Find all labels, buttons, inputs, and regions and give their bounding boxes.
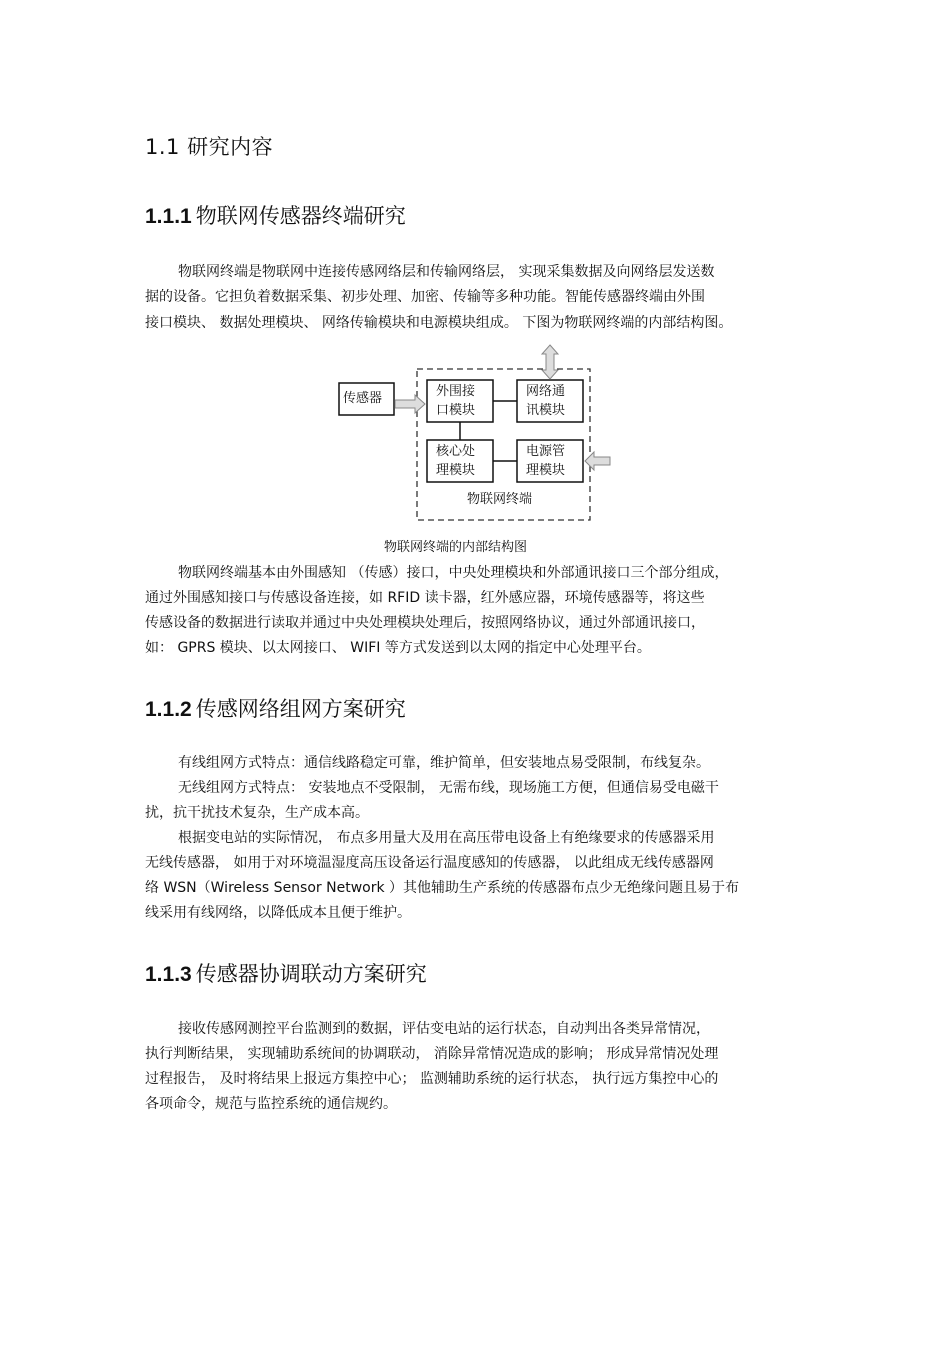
terminal-label: 物联网终端: [467, 492, 533, 507]
power-input-arrow-icon: [585, 452, 610, 470]
core-label-line: 理模块: [436, 463, 476, 478]
paragraph-line: 接口模块、 数据处理模块、 网络传输模块和电源模块组成。 下图为物联网终端的内部结构图。: [145, 315, 733, 331]
sensor-arrow-icon: [395, 395, 425, 413]
section-number: 1.1.2: [145, 698, 192, 721]
network-label-line: 网络通: [526, 384, 566, 399]
paragraph-line: 如： GPRS 模块、以太网接口、 WIFI 等方式发送到以太网的指定中心处理平台。: [145, 640, 651, 656]
section-heading-1-1-3: [145, 958, 427, 988]
paragraph-line: 无线组网方式特点： 安装地点不受限制， 无需布线，现场施工方便，但通信易受电磁干: [178, 780, 719, 796]
section-heading-1-1-2: [145, 693, 406, 723]
paragraph-line: 过程报告， 及时将结果上报远方集控中心； 监测辅助系统的运行状态， 执行远方集控中心的: [145, 1071, 719, 1087]
paragraph-line: 根据变电站的实际情况， 布点多用量大及用在高压带电设备上有绝缘要求的传感器采用: [178, 830, 715, 846]
network-label-line: 讯模块: [526, 403, 566, 418]
section-heading-1-1: 1.1 研究内容: [145, 135, 274, 159]
section-number: 1.1.1: [145, 205, 192, 228]
peripheral-label-line: 口模块: [436, 403, 476, 418]
paragraph-line: 无线传感器， 如用于对环境温湿度高压设备运行温度感知的传感器， 以此组成无线传感器网: [145, 855, 714, 871]
core-label-line: 核心处: [436, 444, 476, 459]
section-title: 物联网传感器终端研究: [195, 204, 406, 228]
paragraph-line: 接收传感网测控平台监测到的数据，评估变电站的运行状态，自动判出各类异常情况，: [178, 1021, 710, 1037]
paragraph-line: 扰，抗干扰技术复杂，生产成本高。: [145, 805, 369, 821]
paragraph-line: 物联网终端基本由外围感知 （传感）接口，中央处理模块和外部通讯接口三个部分组成，: [178, 565, 729, 581]
paragraph-line: 线采用有线网络，以降低成本且便于维护。: [145, 905, 411, 921]
paragraph-line: 通过外围感知接口与传感设备连接，如 RFID 读卡器，红外感应器，环境传感器等，将这些: [145, 590, 705, 606]
section-number: 1.1.3: [145, 963, 192, 986]
sensor-label: 传感器: [343, 391, 383, 406]
figure-caption: 物联网终端的内部结构图: [384, 540, 528, 555]
peripheral-label-line: 外围接: [436, 384, 476, 399]
double-arrow-icon: [542, 345, 558, 379]
paragraph-line: 据的设备。它担负着数据采集、初步处理、加密、传输等多种功能。智能传感器终端由外围: [145, 289, 705, 305]
paragraph-line: 传感设备的数据进行读取并通过中央处理模块处理后，按照网络协议，通过外部通讯接口，: [145, 615, 705, 631]
paragraph-line: 络 WSN（Wireless Sensor Network ）其他辅助生产系统的传感器布点少无绝缘问题且易于布: [145, 880, 740, 896]
paragraph-line: 有线组网方式特点：通信线路稳定可靠，维护简单，但安装地点易受限制，布线复杂。: [178, 755, 710, 771]
paragraph-line: 各项命令，规范与监控系统的通信规约。: [145, 1096, 397, 1112]
section-heading-1-1-1: [145, 200, 406, 230]
section-title: 传感网络组网方案研究: [195, 697, 406, 721]
power-label-line: 理模块: [526, 463, 566, 478]
section-title: 传感器协调联动方案研究: [195, 962, 427, 986]
power-label-line: 电源管: [526, 444, 566, 459]
paragraph-line: 执行判断结果， 实现辅助系统间的协调联动， 消除异常情况造成的影响； 形成异常情况处理: [145, 1046, 719, 1062]
terminal-structure-diagram: [335, 343, 625, 528]
paragraph-line: 物联网终端是物联网中连接传感网络层和传输网络层， 实现采集数据及向网络层发送数: [178, 264, 715, 280]
